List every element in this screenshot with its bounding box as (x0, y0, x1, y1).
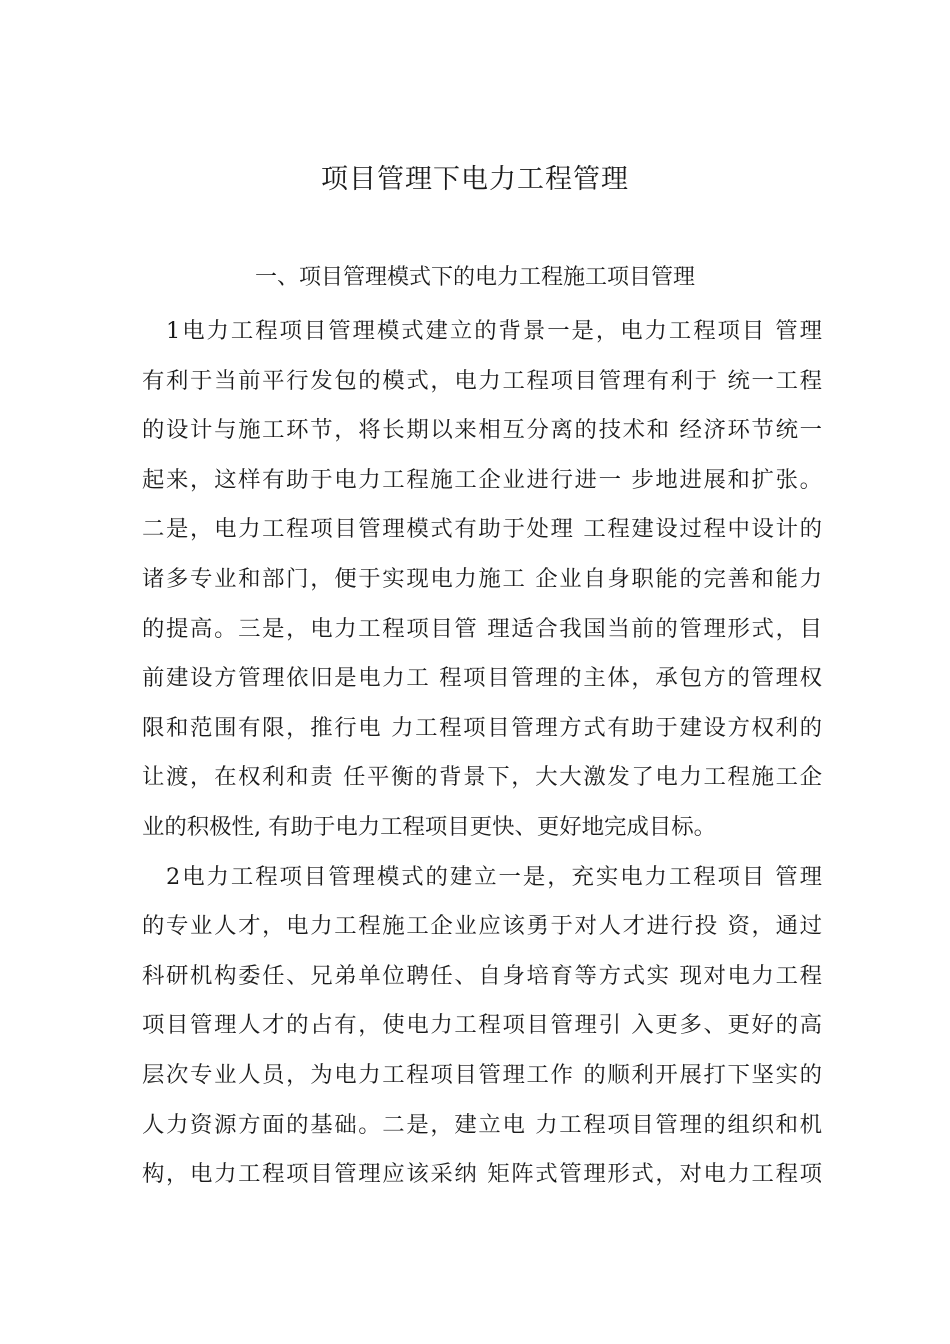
paragraph-1-line: 的提高。三是，电力工程项目管 理适合我国当前的管理形式，目 (142, 615, 822, 642)
paragraph-1-line: 限和范围有限，推行电 力工程项目管理方式有助于建设方权利的 (142, 714, 822, 741)
section-heading: 一、项目管理模式下的电力工程施工项目管理 (254, 265, 695, 290)
paragraph-1-line: 有利于当前平行发包的模式，电力工程项目管理有利于 统一工程 (142, 367, 822, 394)
paragraph-2-line: 科研机构委任、兄弟单位聘任、自身培育等方式实 现对电力工程 (142, 962, 822, 989)
paragraph-2-line: 2电力工程项目管理模式的建立一是，充实电力工程项目 管理 (166, 863, 822, 890)
paragraph-1-line: 业的积极性, 有助于电力工程项目更快、更好地完成目标。 (142, 813, 716, 840)
paragraph-1-line: 二是，电力工程项目管理模式有助于处理 工程建设过程中设计的 (142, 516, 822, 543)
body-text (142, 307, 822, 1200)
paragraph-1-line: 让渡，在权利和责 任平衡的背景下，大大激发了电力工程施工企 (142, 764, 822, 791)
paragraph-2-line: 的专业人才，电力工程施工企业应该勇于对人才进行投 资，通过 (142, 913, 822, 940)
paragraph-1-line: 的设计与施工环节，将长期以来相互分离的技术和 经济环节统一 (142, 417, 822, 444)
paragraph-2-line: 构，电力工程项目管理应该采纳 矩阵式管理形式，对电力工程项 (142, 1161, 822, 1188)
paragraph-2-line: 项目管理人才的占有，使电力工程项目管理引 入更多、更好的高 (142, 1012, 822, 1039)
paragraph-2-line: 人力资源方面的基础。二是，建立电 力工程项目管理的组织和机 (142, 1111, 822, 1138)
paragraph-1-line: 前建设方管理依旧是电力工 程项目管理的主体，承包方的管理权 (142, 665, 822, 692)
paragraph-1-line: 起来，这样有助于电力工程施工企业进行进一 步地进展和扩张。 (142, 466, 822, 493)
paragraph-2-line: 层次专业人员，为电力工程项目管理工作 的顺利开展打下坚实的 (142, 1061, 822, 1088)
document-title: 项目管理下电力工程管理 (321, 164, 629, 195)
paragraph-1-line: 1电力工程项目管理模式建立的背景一是，电力工程项目 管理 (166, 318, 822, 344)
paragraph-1-line: 诸多专业和部门，便于实现电力施工 企业自身职能的完善和能力 (142, 565, 822, 592)
